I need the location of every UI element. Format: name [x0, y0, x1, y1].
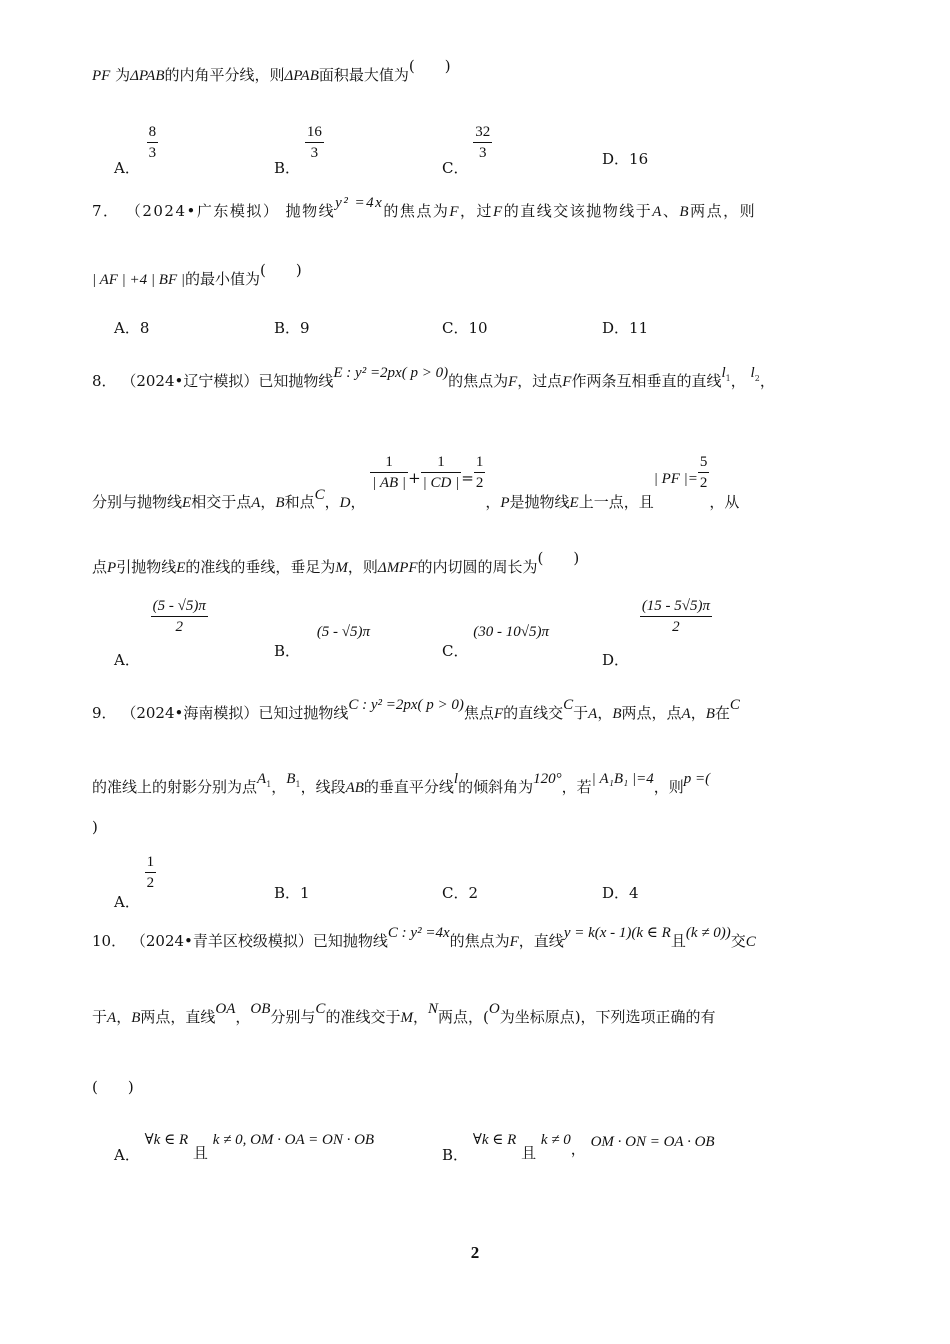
q9-option-d: D．4: [602, 884, 639, 902]
q8-option-a: A． $\frac{(5 - √5)\pi}{2}$: [114, 598, 206, 669]
q7-line-2: | AF | +4 | BF |的最小值为( ): [92, 261, 302, 288]
answer-paren: ( ): [408, 57, 451, 75]
math-pf: PF: [92, 68, 111, 84]
question-number: 8．: [92, 372, 117, 390]
equation: C : y² =4x: [387, 925, 450, 941]
q9-option-b: B．1: [274, 884, 310, 902]
page-number: 2: [470, 1243, 480, 1262]
q7-option-b: B．9: [274, 319, 310, 337]
fraction: $\frac{1}{| AB |}$: [372, 454, 407, 491]
question-number: 9．: [92, 704, 117, 722]
q10-option-b: B． ∀k ∈ R 且 k ≠ 0， OM · ON = OA · OB: [442, 1132, 715, 1164]
line-equation: y = k(x - 1)(k ∈ R: [563, 925, 671, 941]
q8-option-d: D． $\frac{(15 - 5√5)\pi}{2}$: [602, 598, 711, 669]
q10-option-a: A． ∀k ∈ R 且 k ≠ 0, OM · OA = ON · OB: [114, 1132, 375, 1164]
q7-line-1: 7． （2024•广东模拟） 抛物线y² =4x的焦点为F，过F的直线交该抛物线于A、B两点，则: [92, 195, 757, 220]
fraction: $\frac{1}{| CD |}$: [422, 454, 460, 491]
equation: C : y² =2px( p > 0): [348, 697, 464, 713]
question-source: （2024•辽宁模拟）: [121, 372, 259, 390]
q7-options: A．8: [114, 319, 150, 337]
question-source: （2024•海南模拟）: [121, 704, 259, 722]
q8-line-3: 点P引抛物线E的准线的垂线，垂足为M，则ΔMPF的内切圆的周长为( ): [92, 549, 580, 576]
q9-option-a: A． $\frac{1}{2}$: [114, 854, 155, 911]
q8-option-c: C． (30 - 10√5)π: [442, 624, 549, 660]
fraction: $\frac{32}{3}$: [475, 124, 491, 161]
q10-line-3: ( ): [92, 1078, 134, 1096]
q10-line-2: 于A，B两点，直线OA，OB分别与C的准线交于M，N两点，(O为坐标原点)，下列选项正确的有: [92, 1001, 716, 1026]
question-number: 10．: [92, 932, 127, 950]
q9-line-3: ): [92, 818, 98, 836]
fraction: $\frac{1}{2}$: [146, 854, 155, 891]
fraction: $\frac{16}{3}$: [306, 124, 322, 161]
q8-line-1: 8． （2024•辽宁模拟）已知抛物线E : y² =2px( p > 0)的焦点为F，过点F作两条互相垂直的直线$l_1$， $l_2$，: [92, 365, 775, 390]
question-source: （2024•青羊区校级模拟）: [130, 932, 313, 950]
q7-option-d: D．11: [602, 319, 649, 337]
q9-line-1: 9． （2024•海南模拟）已知过抛物线C : y² =2px( p > 0)焦点F的直线交C于A，B两点，点A，B在C: [92, 697, 740, 722]
q6-option-a: A． $\frac{8}{3}$: [114, 124, 157, 177]
fraction: $\frac{5}{2}$: [699, 454, 708, 491]
fraction: $\frac{8}{3}$: [148, 124, 157, 161]
fraction: $\frac{(5 - √5)\pi}{2}$: [152, 598, 206, 635]
q6-option-d: D．16: [602, 150, 649, 168]
q6-continuation: PF 为ΔPAB的内角平分线，则ΔPAB面积最大值为( ): [92, 57, 451, 84]
fraction: $\frac{1}{2}$: [475, 454, 484, 491]
fraction: $\frac{(15 - 5√5)\pi}{2}$: [641, 598, 711, 635]
q7-option-c: C．10: [442, 319, 488, 337]
q6-option-b: B． $\frac{16}{3}$: [274, 124, 322, 177]
question-number: 7．: [92, 202, 120, 220]
q6-option-c: C． $\frac{32}{3}$: [442, 124, 491, 177]
expression: | AF | +4 | BF |: [92, 272, 185, 288]
q8-line-2: 分别与抛物线E相交于点A，B和点C，D， $\frac{1}{| AB |}$ + $\frac{1}{| CD |}$ = $\frac{1}{2}$ ，P是抛物线E上一点，且| PF |= $\frac{5}{2}$ ，从: [92, 454, 740, 511]
equation: y² =4x: [335, 195, 384, 211]
q8-option-b: B． (5 - √5)π: [274, 624, 371, 660]
q9-line-2: 的准线上的射影分别为点$A_1$，$B_1$，线段AB的垂直平分线l的倾斜角为120°，若| A₁B₁ |=4，则p =(: [92, 771, 711, 796]
question-source: （2024•广东模拟）: [125, 202, 280, 220]
q9-option-c: C．2: [442, 884, 479, 902]
equation: E : y² =2px( p > 0): [333, 365, 449, 381]
q10-line-1: 10． （2024•青羊区校级模拟）已知抛物线C : y² =4x的焦点为F，直线y = k(x - 1)(k ∈ R且(k ≠ 0))交C: [92, 925, 756, 950]
